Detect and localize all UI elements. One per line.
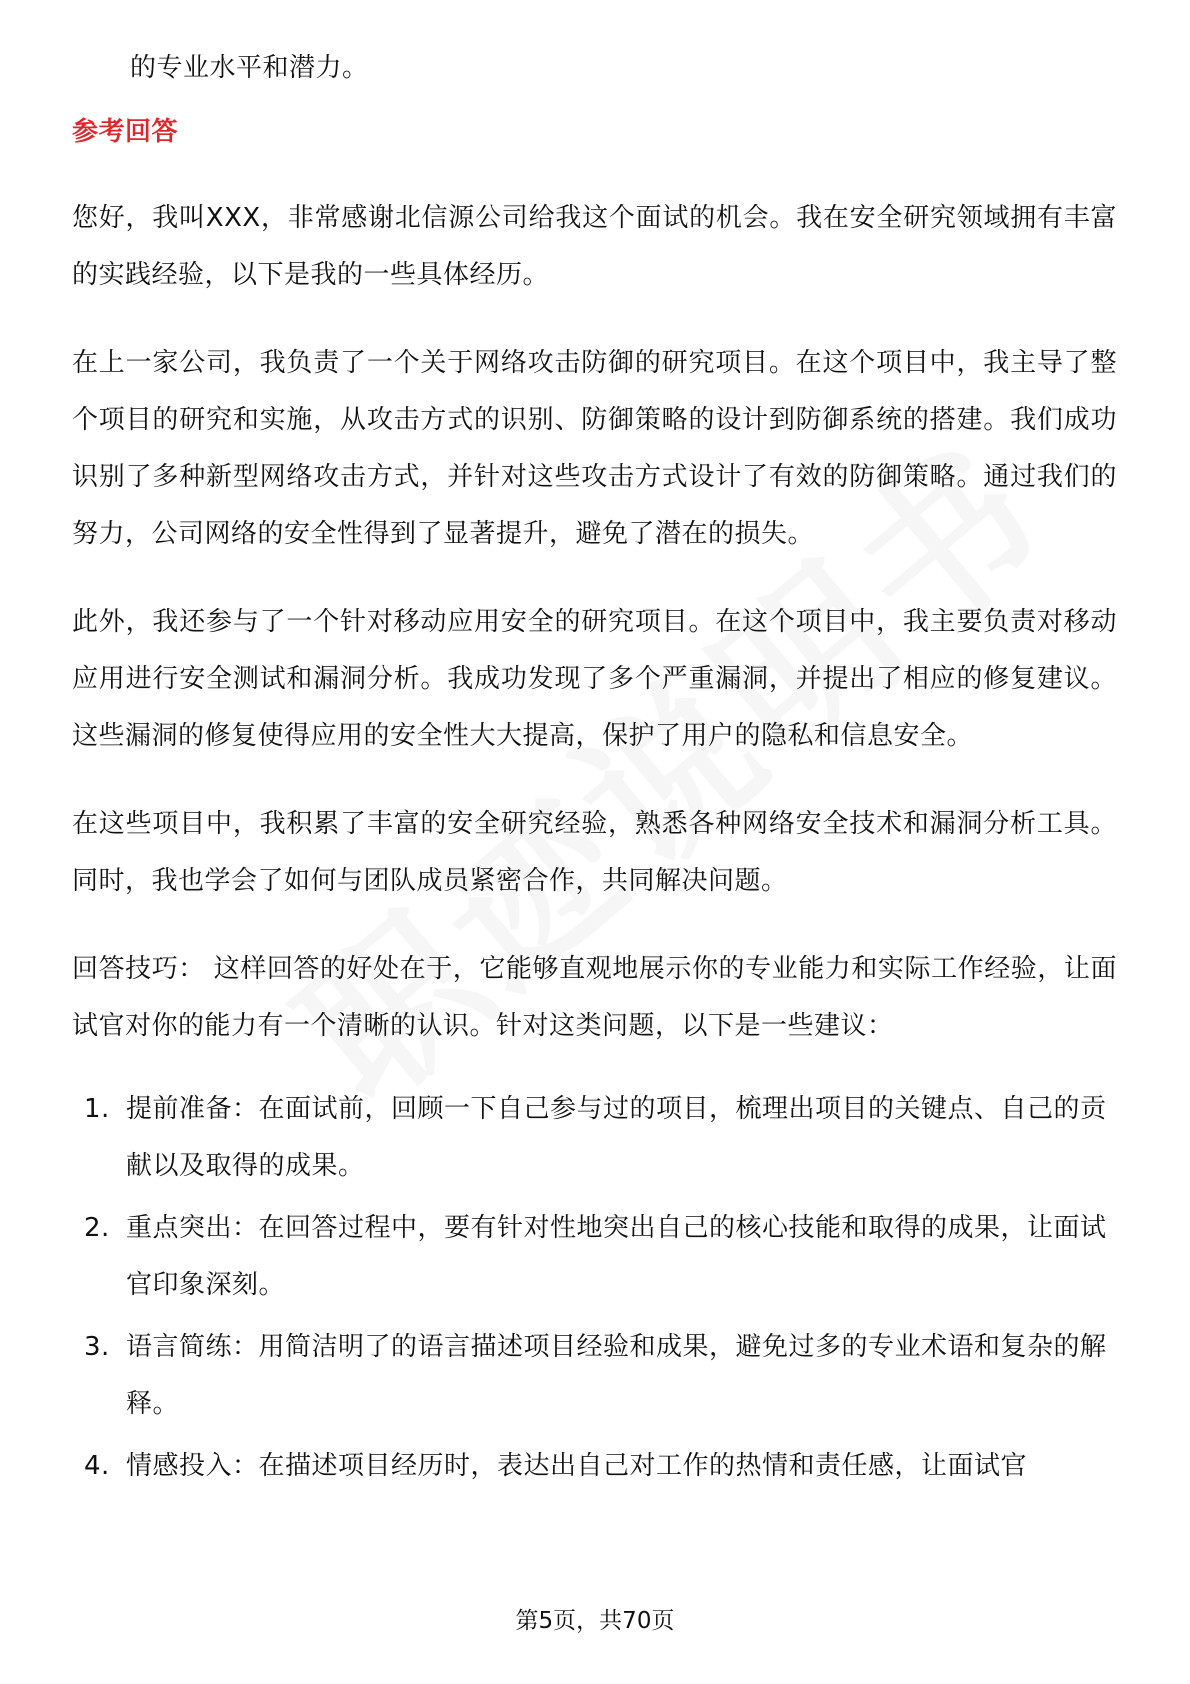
list-item xyxy=(72,1438,1117,1495)
section-heading-reference-answer: 参考回答 xyxy=(72,117,179,147)
list-item-text: 情感投入：在描述项目经历时，表达出自己对工作的热情和责任感，让面试官 xyxy=(126,1451,1028,1481)
tips-list xyxy=(72,1081,1117,1495)
page-number: 第5页，共70页 xyxy=(515,1608,675,1634)
paragraph-network-defense-project: 在上一家公司，我负责了一个关于网络攻击防御的研究项目。在这个项目中，我主导了整个项目的研究和实施，从攻击方式的识别、防御策略的设计到防御系统的搭建。我们成功识别了多种新型网络攻击方式，并针对这些攻击方式设计了有效的防御策略。通过我们的努力，公司网络的安全性得到了显著提升，避免了潜在的损失。 xyxy=(72,348,1117,549)
list-item-number: 3. xyxy=(84,1332,110,1362)
document-body xyxy=(72,40,1117,1500)
list-item-number: 4. xyxy=(84,1451,110,1481)
list-item xyxy=(72,1200,1117,1314)
continuation-line: 的专业水平和潜力。 xyxy=(130,53,369,83)
list-item-text: 提前准备：在面试前，回顾一下自己参与过的项目，梳理出项目的关键点、自己的贡献以及取得的成果。 xyxy=(126,1094,1107,1181)
list-item xyxy=(72,1081,1117,1195)
page-footer xyxy=(0,1602,1190,1635)
list-item-number: 1. xyxy=(84,1094,110,1124)
list-item xyxy=(72,1319,1117,1433)
list-item-text: 重点突出：在回答过程中，要有针对性地突出自己的核心技能和取得的成果，让面试官印象深刻。 xyxy=(126,1213,1107,1300)
paragraph-answer-tips: 回答技巧： 这样回答的好处在于，它能够直观地展示你的专业能力和实际工作经验，让面试官对你的能力有一个清晰的认识。针对这类问题，以下是一些建议： xyxy=(72,954,1117,1041)
paragraph-intro: 您好，我叫XXX，非常感谢北信源公司给我这个面试的机会。我在安全研究领域拥有丰富的实践经验，以下是我的一些具体经历。 xyxy=(72,203,1117,290)
paragraph-mobile-security-project: 此外，我还参与了一个针对移动应用安全的研究项目。在这个项目中，我主要负责对移动应用进行安全测试和漏洞分析。我成功发现了多个严重漏洞，并提出了相应的修复建议。这些漏洞的修复使得应用的安全性大大提高，保护了用户的隐私和信息安全。 xyxy=(72,607,1117,751)
list-item-number: 2. xyxy=(84,1213,110,1243)
paragraph-experience-summary: 在这些项目中，我积累了丰富的安全研究经验，熟悉各种网络安全技术和漏洞分析工具。同时，我也学会了如何与团队成员紧密合作，共同解决问题。 xyxy=(72,809,1117,896)
list-item-text: 语言简练：用简洁明了的语言描述项目经验和成果，避免过多的专业术语和复杂的解释。 xyxy=(126,1332,1107,1419)
